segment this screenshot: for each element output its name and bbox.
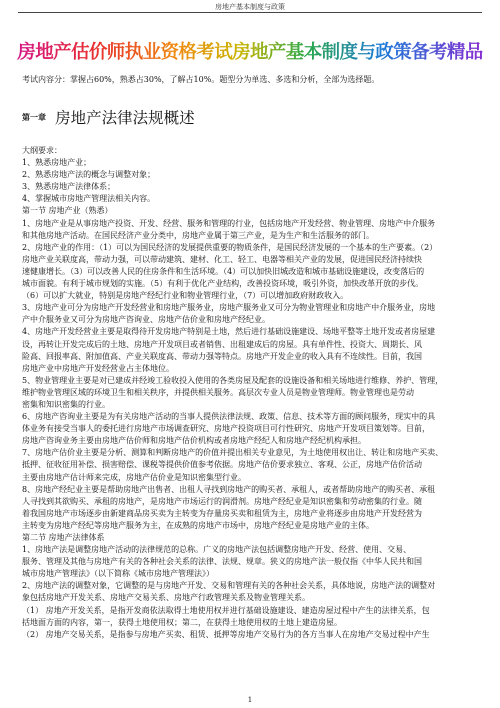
body-line: 密集和知识密集的行业。	[22, 399, 110, 409]
body-line: 6、房地产咨询业主要是为有关房地产活动的当事人提供法律法规、政策、信息、技术等方面的顾问服务，现实中的具	[22, 412, 436, 422]
body-line: 速健康增长。（3）可以改善人民的住房条件和生活环境。（4）可以加快旧城改造和城市基础设施建设，改变落后的	[22, 266, 425, 276]
body-line: 3、房地产业可分为房地产开发经营业和房地产服务业，房地产服务业又可分为物业管理业和房地产中介服务业，房地	[22, 303, 436, 313]
chapter-title: 房地产法律法规概述	[55, 109, 195, 127]
body-line: 第二节 房地产法律体系	[22, 533, 105, 542]
body-line: 象包括房地产开发关系、房地产交易关系、房地产行政管理关系及物业管理关系。	[22, 593, 310, 603]
body-line: 设，再转让开发完成后的土地、房地产开发项目或者销售、出租建成后的房屋。具有单件性、投资大、周期长、风	[22, 339, 422, 349]
body-line: 1、房地产法是调整房地产活动的法律规范的总称。广义的房地产法包括调整房地产开发、经营、使用、交易、	[22, 545, 412, 555]
body-line: 房地产业中房地产开发经营业占主体地位。	[22, 363, 174, 373]
body-line: 房地产业关联度高，带动力强，可以带动建筑、建材、化工、轻工、电器等相关产业的发展，促进国民经济持续快	[22, 254, 422, 264]
body-line: 1、房地产业是从事房地产投资、开发、经营、服务和管理的行业，包括房地产开发经营、物业管理、房地产中介服务	[22, 218, 436, 228]
body-line: （6）可以扩大就业，特别是房地产经纪行业和物业管理行业，（7）可以增加政府财政收入。	[22, 291, 349, 301]
body-line: 城市房地产管理法》（以下简称《城市房地产管理法》）	[22, 569, 214, 579]
exam-info: 考试内容分：掌握占60%，熟悉占30%，了解占10%。题型分为单选、多选和分析，全部为选择题。	[22, 75, 380, 84]
body-text	[22, 145, 480, 641]
body-line: 体业务有接受当事人的委托进行房地产市场调查研究、房地产投资项目可行性研究、房地产开发项目策划等。目前，	[22, 424, 430, 434]
body-line: 2、房地产法的调整对象，它调整的是与房地产开发、交易和管理有关的各种社会关系，具体地说，房地产法的调整对	[22, 581, 436, 591]
body-line: 产中介服务业又可分为房地产咨询业、房地产估价业和房地产经纪业。	[22, 315, 270, 325]
body-line: 人寻找到其欲购买、承租的房地产，是房地产市场运行的润滑剂。房地产经纪业是知识密集和劳动密集的行业。随	[22, 496, 422, 506]
body-line: 2、熟悉房地产法的概念与调整对象；	[22, 170, 156, 180]
body-line: 房地产咨询业务主要由房地产估价师和房地产估价机构或者房地产经纪人和房地产经纪机构承担。	[22, 436, 366, 446]
running-header: 房地产基本制度与政策	[215, 3, 285, 11]
chapter-number: 第一章	[22, 111, 46, 122]
body-line: 主转变为房地产经纪等房地产服务为主，在成熟的房地产市场中，房地产经纪业是房地产业的主体。	[22, 520, 374, 530]
body-line: 7、房地产估价业主要是分析、测算和判断房地产的价值并提出相关专业意见，为土地使用权出让、转让和房地产买卖、	[22, 448, 444, 458]
banner-title: 房地产估价师执业资格考试房地产基本制度与政策备考精品	[14, 38, 486, 64]
body-line: 3、熟悉房地产法律体系；	[22, 182, 116, 192]
body-line: 括地面方面的内容，第一，获得土地使用权；第二，在获得土地使用权的土地上建造房屋。	[22, 617, 342, 627]
body-line: 险高、回报率高、附加值高、产业关联度高、带动力强等特点。房地产开发企业的收入具有不连续性。目前，我国	[22, 351, 422, 361]
body-line: 和其他房地产活动。在国民经济产业分类中，房地产业属于第三产业，是为生产和生活服务的部门。	[22, 230, 374, 240]
body-line: 5、物业管理业主要是对已建成并经竣工验收投入使用的各类房屋及配套的设施设备和相关场地进行维修、养护、管理，	[22, 375, 444, 385]
body-line: 主要由房地产估计师来完成，房地产估价业是知识密集型行业。	[22, 472, 246, 482]
body-line: 第一节 房地产业（熟悉）	[22, 206, 113, 216]
body-line: （1） 房地产开发关系，是指开发商依法取得土地使用权并进行基础设施建设、建造房屋过程中产生的法律关系，包	[22, 605, 430, 615]
page-number: 1	[247, 696, 253, 704]
body-line: 大纲要求：	[22, 146, 62, 155]
body-line: 4、房地产开发经营业主要是取得待开发房地产特别是土地，然后进行基础设施建设、场地平整等土地开发或者房屋建	[22, 327, 436, 337]
body-line: 抵押、征收征用补偿、损害赔偿、课税等提供价值参考依据。房地产估价要求独立、客观、公正，房地产估价活动	[22, 460, 422, 470]
header-rule	[18, 12, 482, 13]
body-line: 着我国房地产市场逐步由新建商品房买卖为主转变为存量房买卖和租赁为主，房地产业将逐步由房地产开发经营为	[22, 508, 422, 518]
chapter-heading	[22, 106, 195, 128]
body-line: 城市面貌。有利于城市规划的实施。（5）有利于优化产业结构，改善投资环境，吸引外资，加快改革开放的步伐。	[22, 279, 424, 289]
body-line: 1、熟悉房地产业；	[22, 158, 92, 168]
body-line: 8、房地产经纪业主要是帮助房地产出售者、出租人寻找到房地产的购买者、承租人，或者帮助房地产的购买者、承租	[22, 484, 436, 494]
body-line: 4、掌握城市房地产管理法相关内容。	[22, 194, 156, 204]
body-line: 维护物业管理区域的环境卫生和相关秩序，并提供相关服务。高层次专业人员是物业管理师。物业管理也是劳动	[22, 387, 414, 397]
body-line: （2） 房地产交易关系，是指参与房地产买卖、租赁、抵押等房地产交易行为的各方当事人在房地产交易过程中产生	[22, 629, 430, 639]
body-line: 2、房地产业的作用：（1）可以为国民经济的发展提供重要的物质条件，是国民经济发展的一个基本的生产要素。（2）	[22, 242, 438, 252]
body-line: 服务、管理及其他与房地产有关的各种社会关系的法律、法规、规章。狭义的房地产法一般仅指《中华人民共和国	[22, 557, 422, 567]
